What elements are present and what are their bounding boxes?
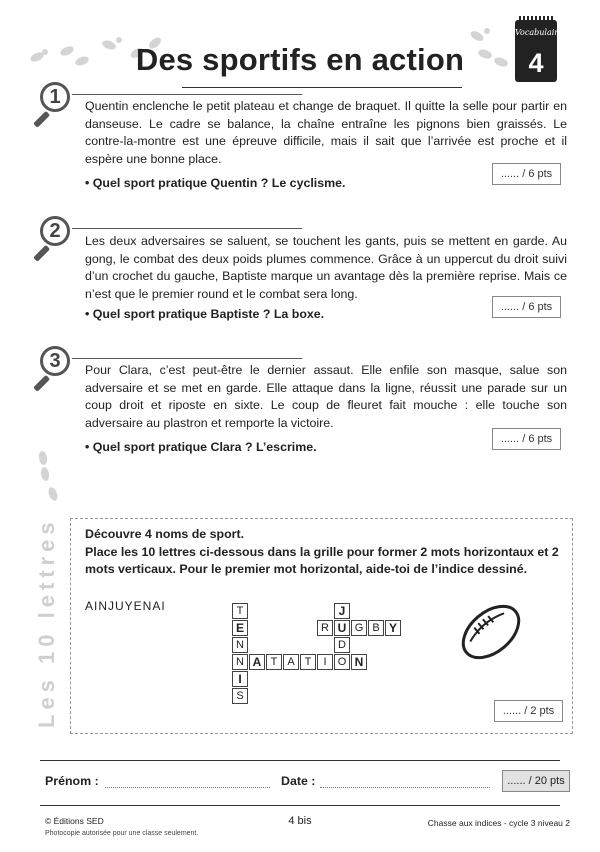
section-divider: [72, 358, 302, 359]
question-answer: L’escrime.: [255, 440, 317, 454]
question-text: • Quel sport pratique Baptiste ?: [85, 307, 271, 321]
date-label: Date :: [281, 774, 316, 788]
section-question: [85, 440, 317, 454]
grid-cell[interactable]: E: [232, 620, 248, 636]
grid-cell[interactable]: A: [249, 654, 265, 670]
date-field[interactable]: [320, 778, 490, 788]
section-number: 3: [40, 346, 70, 376]
grid-cell[interactable]: B: [368, 620, 384, 636]
total-score-box[interactable]: ...... / 20 pts: [502, 770, 570, 792]
letters-to-place: AINJUYENAI: [85, 599, 166, 613]
page-title: Des sportifs en action: [135, 42, 465, 77]
footer-bottom-rule: [40, 805, 560, 806]
section-text: Les deux adversaires se saluent, se touchent les gants, puis se mettent en garde. Au gong, le combat des deux poids plumes commence. Grâce à un uppercut du droit suivi d’un crochet du gauche, Baptiste marque un avantage dès la première reprise. Mais ce n’est que le premier round et le combat sera long.: [85, 234, 567, 301]
grid-cell[interactable]: T: [232, 603, 248, 619]
grid-cell[interactable]: J: [334, 603, 350, 619]
grid-cell[interactable]: T: [300, 654, 316, 670]
section-question: [85, 176, 345, 190]
grid-cell[interactable]: N: [232, 654, 248, 670]
grid-cell[interactable]: I: [317, 654, 333, 670]
rugby-ball-icon: [455, 596, 527, 668]
notebook-rings: [519, 16, 553, 24]
section-number: 2: [40, 216, 70, 246]
section-text: Pour Clara, c’est peut-être le dernier assaut. Elle enfile son masque, salue son adversaire et se met en garde. Elle attaque dans la ligne, réussit une parade sur un coup droit et riposte en sixte. Le coup de fleuret fait mouche : elle touche son adversaire au plastron et remporte la victoire.: [85, 363, 567, 430]
footer-top-rule: [40, 760, 560, 761]
footprints-decoration-side: [36, 450, 66, 510]
question-text: • Quel sport pratique Quentin ?: [85, 176, 269, 190]
grid-cell[interactable]: A: [283, 654, 299, 670]
prenom-field[interactable]: [105, 778, 270, 788]
side-label: Les 10 lettres: [34, 517, 59, 728]
grid-cell[interactable]: N: [232, 637, 248, 653]
grid-cell[interactable]: R: [317, 620, 333, 636]
notebook-label: Vocabulaire: [515, 28, 563, 37]
grid-cell[interactable]: Y: [385, 620, 401, 636]
copyright: © Éditions SED: [45, 816, 104, 826]
grid-cell[interactable]: I: [232, 671, 248, 687]
score-box[interactable]: ...... / 6 pts: [492, 296, 561, 318]
grid-cell[interactable]: S: [232, 688, 248, 704]
collection-name: Chasse aux indices - cycle 3 niveau 2: [427, 818, 570, 828]
grid-cell[interactable]: G: [351, 620, 367, 636]
score-box[interactable]: ...... / 6 pts: [492, 428, 561, 450]
grid-cell[interactable]: O: [334, 654, 350, 670]
question-answer: La boxe.: [273, 307, 325, 321]
page-number: 4 bis: [288, 815, 312, 827]
title-underline: [182, 87, 462, 88]
section-divider: [72, 94, 302, 95]
question-text: • Quel sport pratique Clara ?: [85, 440, 253, 454]
notebook-number: 4: [528, 48, 544, 78]
exercise-score-box[interactable]: ...... / 2 pts: [494, 700, 563, 722]
grid-cell[interactable]: U: [334, 620, 350, 636]
score-box[interactable]: ...... / 6 pts: [492, 163, 561, 185]
grid-cell[interactable]: T: [266, 654, 282, 670]
section-divider: [72, 228, 302, 229]
exercise-instruction: Place les 10 lettres ci-dessous dans la grille pour former 2 mots horizontaux et 2 mots verticaux. Pour le premier mot horizontal, aide-toi de l’indice dessiné.: [85, 545, 559, 576]
question-answer: Le cyclisme.: [271, 176, 346, 190]
grid-cell[interactable]: N: [351, 654, 367, 670]
grid-cell[interactable]: D: [334, 637, 350, 653]
section-question: [85, 307, 324, 321]
magnifier-icon: [30, 214, 76, 260]
vocabulary-notebook-badge: [515, 20, 563, 82]
section-number: 1: [40, 82, 70, 112]
section-text: Quentin enclenche le petit plateau et change de braquet. Il quitte la selle pour partir en danseuse. Le cadre se balance, la chaîne entraîne les pignons bien graissés. Le contre-la-montre est une épreuve difficile, mais il sait que l’arrivée est proche et il espère une bonne place.: [85, 99, 567, 166]
magnifier-icon: [30, 344, 76, 390]
exercise-title: Découvre 4 noms de sport.: [85, 527, 245, 541]
magnifier-icon: [30, 80, 76, 126]
photocopy-notice: Photocopie autorisée pour une classe seulement.: [45, 830, 199, 837]
prenom-label: Prénom :: [45, 774, 99, 788]
